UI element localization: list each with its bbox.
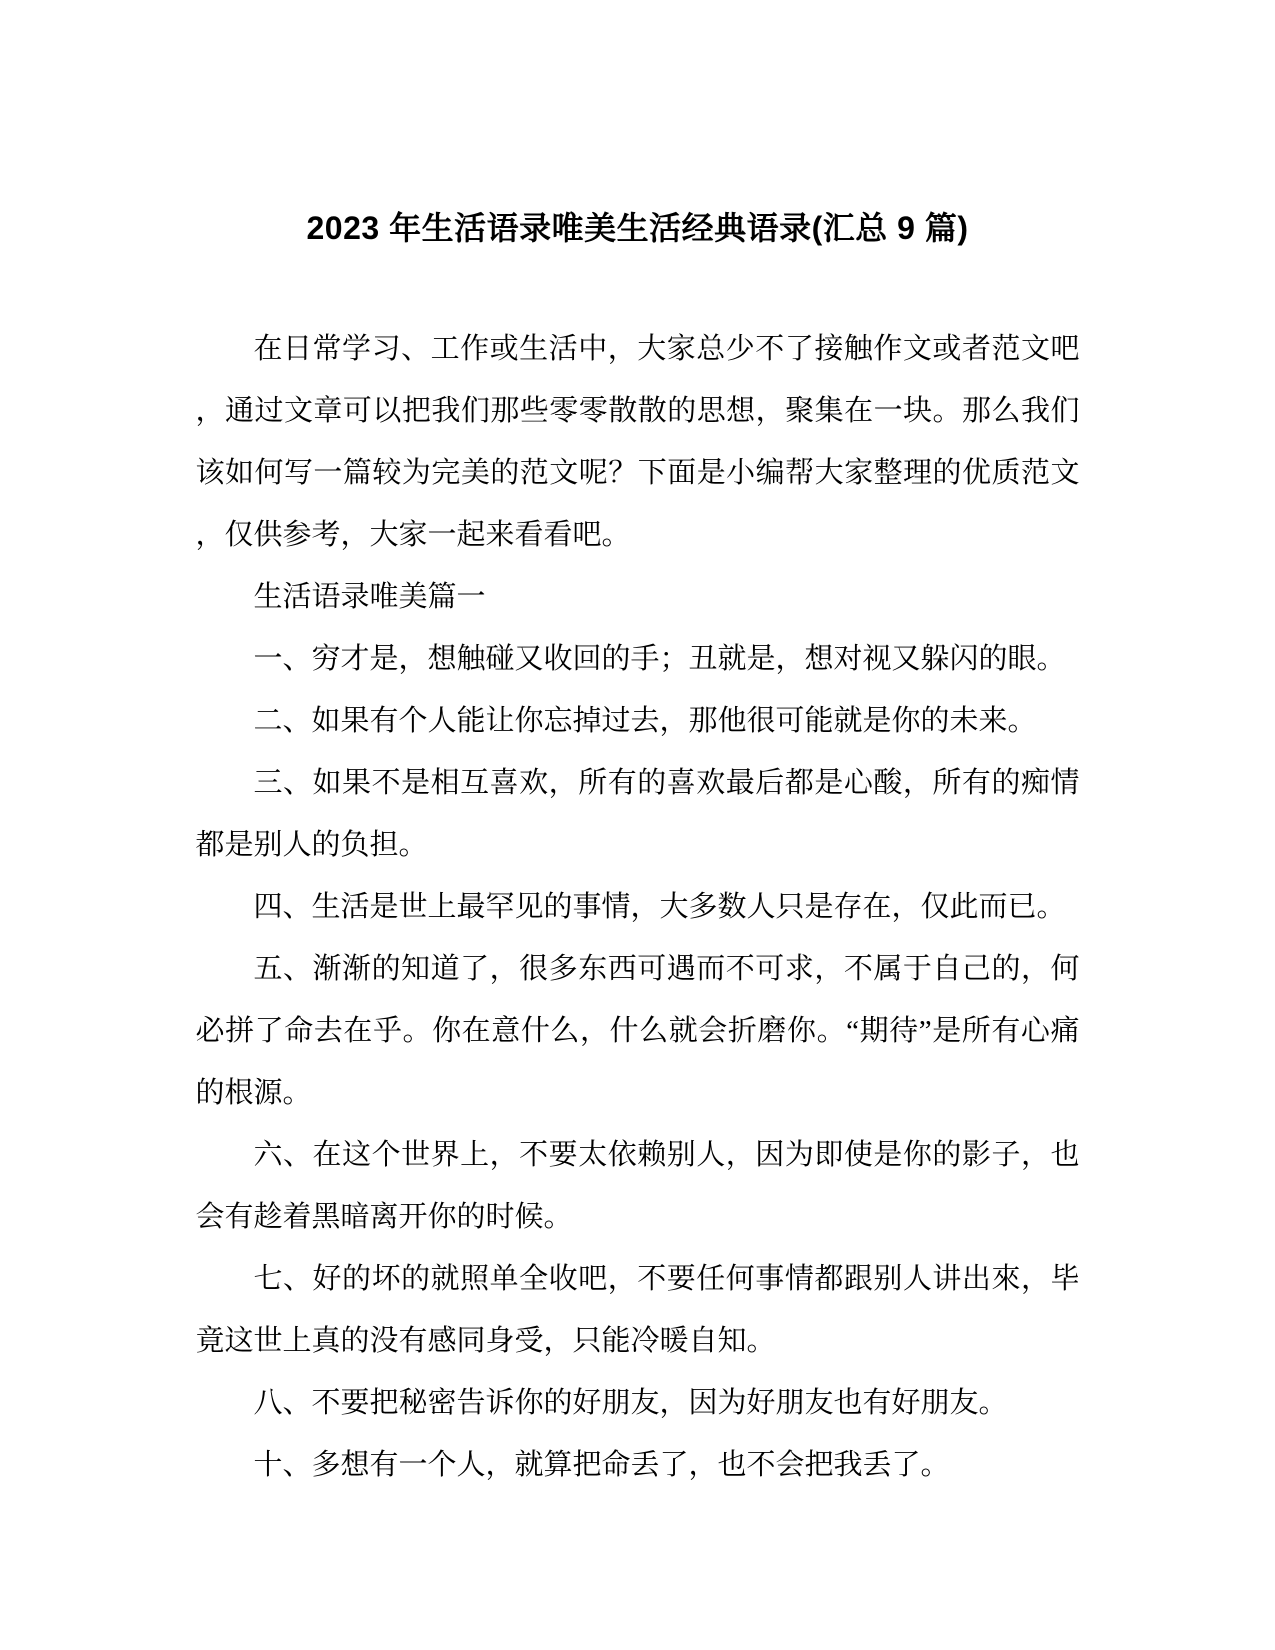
paragraph-9: 七、好的坏的就照单全收吧，不要任何事情都跟别人讲出來，毕竟这世上真的没有感同身受，只能冷暖自知。	[195, 1263, 1080, 1357]
document-body	[196, 318, 1080, 1496]
paragraph-11: 十、多想有一个人，就算把命丢了，也不会把我丢了。	[253, 1449, 950, 1481]
paragraph-6: 四、生活是世上最罕见的事情，大多数人只是存在，仅此而已。	[253, 891, 1066, 923]
paragraph-8: 六、在这个世界上，不要太依赖别人，因为即使是你的影子，也会有趁着黑暗离开你的时候。	[195, 1139, 1080, 1233]
paragraph-5: 三、如果不是相互喜欢，所有的喜欢最后都是心酸，所有的痴情都是别人的负担。	[195, 767, 1080, 861]
paragraph-1: 在日常学习、工作或生活中，大家总少不了接触作文或者范文吧，通过文章可以把我们那些零零散散的思想，聚集在一块。那么我们该如何写一篇较为完美的范文呢？下面是小编帮大家整理的优质范文，仅供参考，大家一起来看看吧。	[195, 333, 1080, 551]
paragraph-3: 一、穷才是，想触碰又收回的手；丑就是，想对视又躲闪的眼。	[253, 643, 1066, 675]
document-title: 2023 年生活语录唯美生活经典语录(汇总 9 篇)	[306, 210, 969, 246]
paragraph-4: 二、如果有个人能让你忘掉过去，那他很可能就是你的未来。	[253, 705, 1037, 737]
paragraph-10: 八、不要把秘密告诉你的好朋友，因为好朋友也有好朋友。	[253, 1387, 1008, 1419]
paragraph-2: 生活语录唯美篇一	[253, 581, 486, 613]
paragraph-7: 五、渐渐的知道了，很多东西可遇而不可求，不属于自己的，何必拼了命去在乎。你在意什么，什么就会折磨你。“期待”是所有心痛的根源。	[195, 953, 1080, 1109]
